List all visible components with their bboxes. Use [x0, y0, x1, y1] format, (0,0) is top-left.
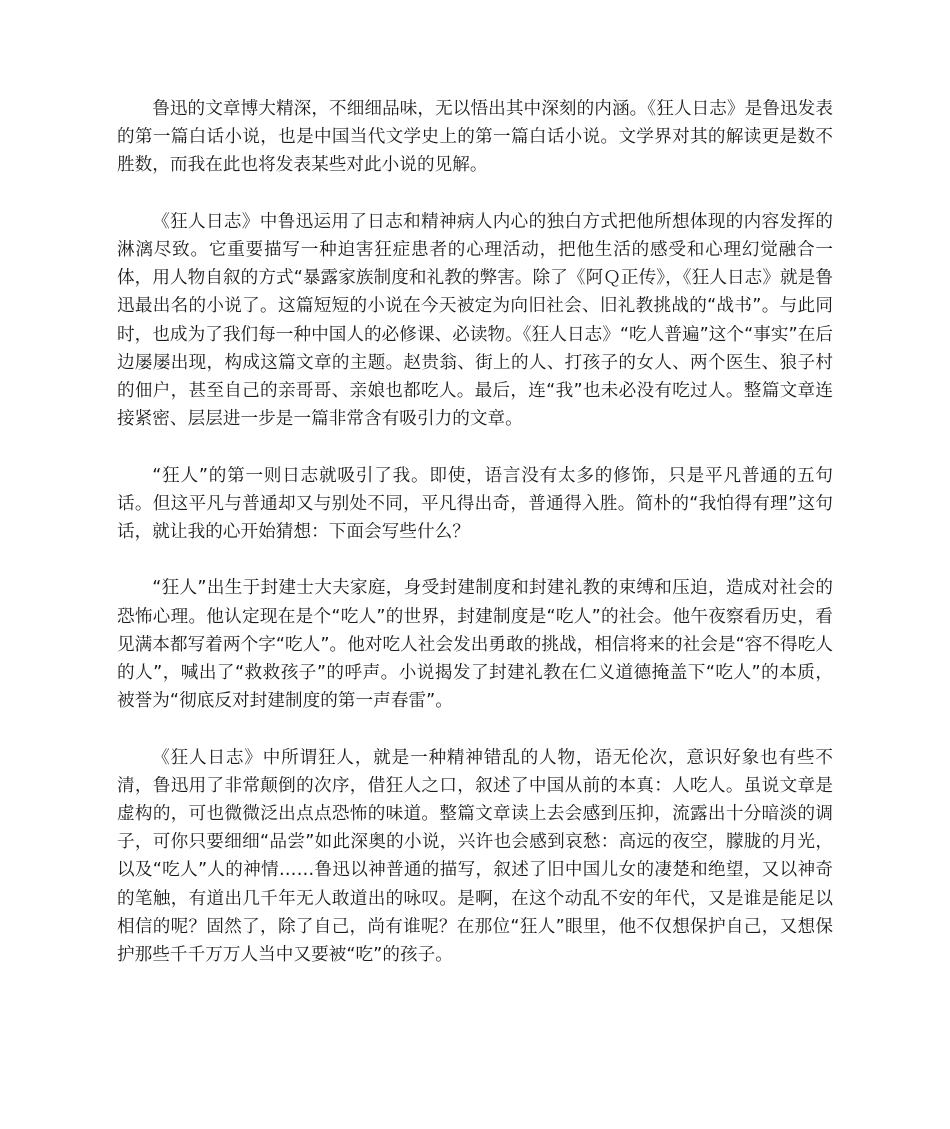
paragraph-4: “狂人”出生于封建士大夫家庭，身受封建制度和封建礼教的束缚和压迫，造成对社会的恐怖心理。他认定现在是个“吃人”的世界，封建制度是“吃人”的社会。他午夜察看历史，看见满本都写着两个字“吃人”。他对吃人社会发出勇敢的挑战，相信将来的社会是“容不得吃人的人”，喊出了“救救孩子”的呼声。小说揭发了封建礼教在仁义道德掩盖下“吃人”的本质，被誉为“彻底反对封建制度的第一声春雷”。 [117, 578, 834, 712]
paragraph-2: 《狂人日志》中鲁迅运用了日志和精神病人内心的独白方式把他所想体现的内容发挥的淋漓尽致。它重要描写一种迫害狂症患者的心理活动，把他生活的感受和心理幻觉融合一体，用人物自叙的方式“暴露家族制度和礼教的弊害。除了《阿Ｑ正传》，《狂人日志》就是鲁迅最出名的小说了。这篇短短的小说在今天被定为向旧社会、旧礼教挑战的“战书”。与此同时，也成为了我们每一种中国人的必修课、必读物。《狂人日志》“吃人普遍”这个“事实”在后边屡屡出现，构成这篇文章的主题。赵贵翁、街上的人、打孩子的女人、两个医生、狼子村的佃户，甚至自己的亲哥哥、亲娘也都吃人。最后，连“我”也未必没有吃过人。整篇文章连接紧密、层层进一步是一篇非常含有吸引力的文章。 [117, 211, 833, 430]
document-body [117, 95, 833, 997]
paragraph-5: 《狂人日志》中所谓狂人，就是一种精神错乱的人物，语无伦次，意识好象也有些不清，鲁迅用了非常颠倒的次序，借狂人之口，叙述了中国从前的本真：人吃人。虽说文章是虚构的，可也微微泛出点点恐怖的味道。整篇文章读上去会感到压抑，流露出十分暗淡的调子，可你只要细细“品尝”如此深奥的小说，兴许也会感到哀愁：高远的夜空，朦胧的月光，以及“吃人”人的神情……鲁迅以神普通的描写，叙述了旧中国儿女的凄楚和绝望，又以神奇的笔触，有道出几千年无人敢道出的咏叹。是啊，在这个动乱不安的年代，又是谁是能足以相信的呢？固然了，除了自己，尚有谁呢？在那位“狂人”眼里，他不仅想保护自己，又想保护那些千千万万人当中又要被“吃”的孩子。 [117, 747, 833, 966]
paragraph-3: “狂人”的第一则日志就吸引了我。即使，语言没有太多的修饰，只是平凡普通的五句话。但这平凡与普通却又与别处不同，平凡得出奇，普通得入胜。简朴的“我怕得有理”这句话，就让我的心开始猜想：下面会写些什么？ [117, 465, 833, 543]
paragraph-1: 鲁迅的文章博大精深，不细细品味，无以悟出其中深刻的内涵。《狂人日志》是鲁迅发表的第一篇白话小说，也是中国当代文学史上的第一篇白话小说。文学界对其的解读更是数不胜数，而我在此也将发表某些对此小说的见解。 [117, 99, 833, 176]
